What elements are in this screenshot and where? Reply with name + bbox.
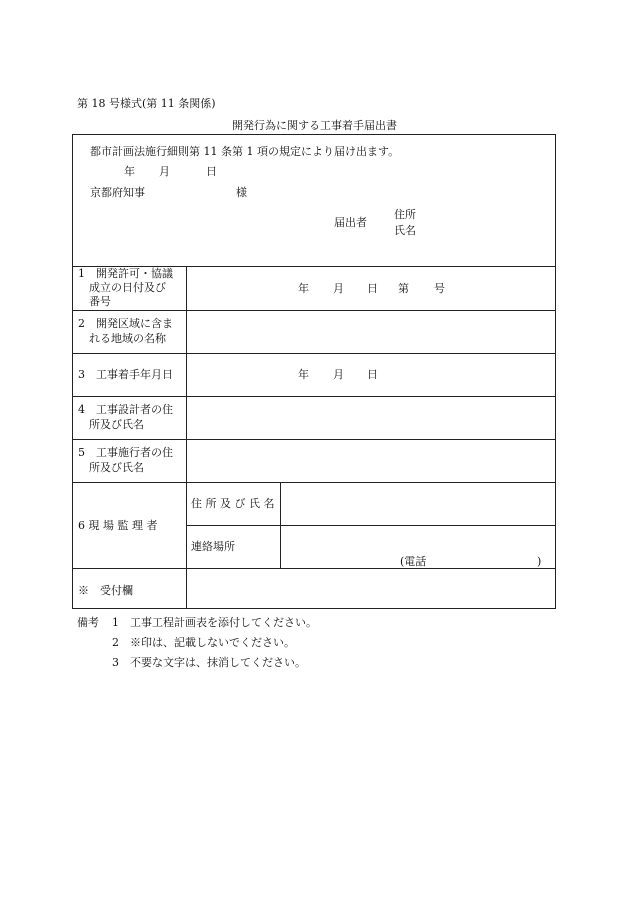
row-label: 2 開発区域に含ま bbox=[78, 317, 173, 330]
row-divider bbox=[72, 439, 556, 440]
phone-label: (電話 bbox=[400, 555, 427, 568]
number-prefix-label: 第 bbox=[398, 282, 409, 295]
row-label: 5 工事施行者の住 bbox=[78, 446, 173, 459]
addressee: 京都府知事 bbox=[90, 186, 145, 199]
row-label: 4 工事設計者の住 bbox=[78, 403, 173, 416]
date-year-label: 年 bbox=[298, 368, 309, 381]
supervisor-contact-label: 連絡場所 bbox=[191, 540, 235, 553]
row-label: 1 開発許可・協議 bbox=[78, 267, 173, 280]
row-divider bbox=[72, 310, 556, 311]
row-divider bbox=[72, 482, 556, 483]
reception-label: ※ 受付欄 bbox=[78, 584, 133, 597]
notifier-label: 届出者 bbox=[334, 216, 367, 229]
row-divider bbox=[72, 396, 556, 397]
column-divider bbox=[280, 482, 281, 568]
honorific: 様 bbox=[236, 186, 247, 199]
date-year-label: 年 bbox=[124, 165, 135, 178]
row-label: 所及び氏名 bbox=[78, 418, 144, 431]
row-label: れる地域の名称 bbox=[78, 332, 166, 345]
note-item: 3 不要な文字は、抹消してください。 bbox=[112, 656, 306, 669]
notes-heading: 備考 bbox=[77, 616, 99, 629]
row-label: 3 工事着手年月日 bbox=[78, 368, 173, 381]
date-month-label: 月 bbox=[333, 368, 344, 381]
date-month-label: 月 bbox=[333, 282, 344, 295]
date-day-label: 日 bbox=[367, 282, 378, 295]
date-day-label: 日 bbox=[206, 165, 217, 178]
address-label: 住所 bbox=[394, 208, 416, 221]
note-item: 1 工事工程計画表を添付してください。 bbox=[112, 616, 317, 629]
date-day-label: 日 bbox=[367, 368, 378, 381]
name-label: 氏名 bbox=[394, 224, 416, 237]
document-title: 開発行為に関する工事着手届出書 bbox=[232, 119, 397, 132]
date-year-label: 年 bbox=[298, 282, 309, 295]
row-label: 所及び氏名 bbox=[78, 461, 144, 474]
row-divider bbox=[72, 568, 556, 569]
supervisor-label: 6 現 場 監 理 者 bbox=[78, 519, 158, 532]
statement: 都市計画法施行細則第 11 条第 1 項の規定により届け出ます。 bbox=[90, 145, 400, 158]
note-item: 2 ※印は、記載しないでください。 bbox=[112, 636, 295, 649]
column-divider bbox=[186, 266, 187, 609]
date-month-label: 月 bbox=[159, 165, 170, 178]
form-number: 第 18 号様式(第 11 条関係) bbox=[77, 97, 216, 110]
row-divider bbox=[186, 525, 556, 526]
supervisor-address-name-label: 住 所 及 び 氏 名 bbox=[191, 497, 275, 510]
number-suffix-label: 号 bbox=[434, 282, 445, 295]
row-divider bbox=[72, 353, 556, 354]
row-label: 成立の日付及び bbox=[78, 281, 166, 294]
phone-close: ) bbox=[537, 555, 542, 568]
row-label: 番号 bbox=[78, 295, 111, 308]
